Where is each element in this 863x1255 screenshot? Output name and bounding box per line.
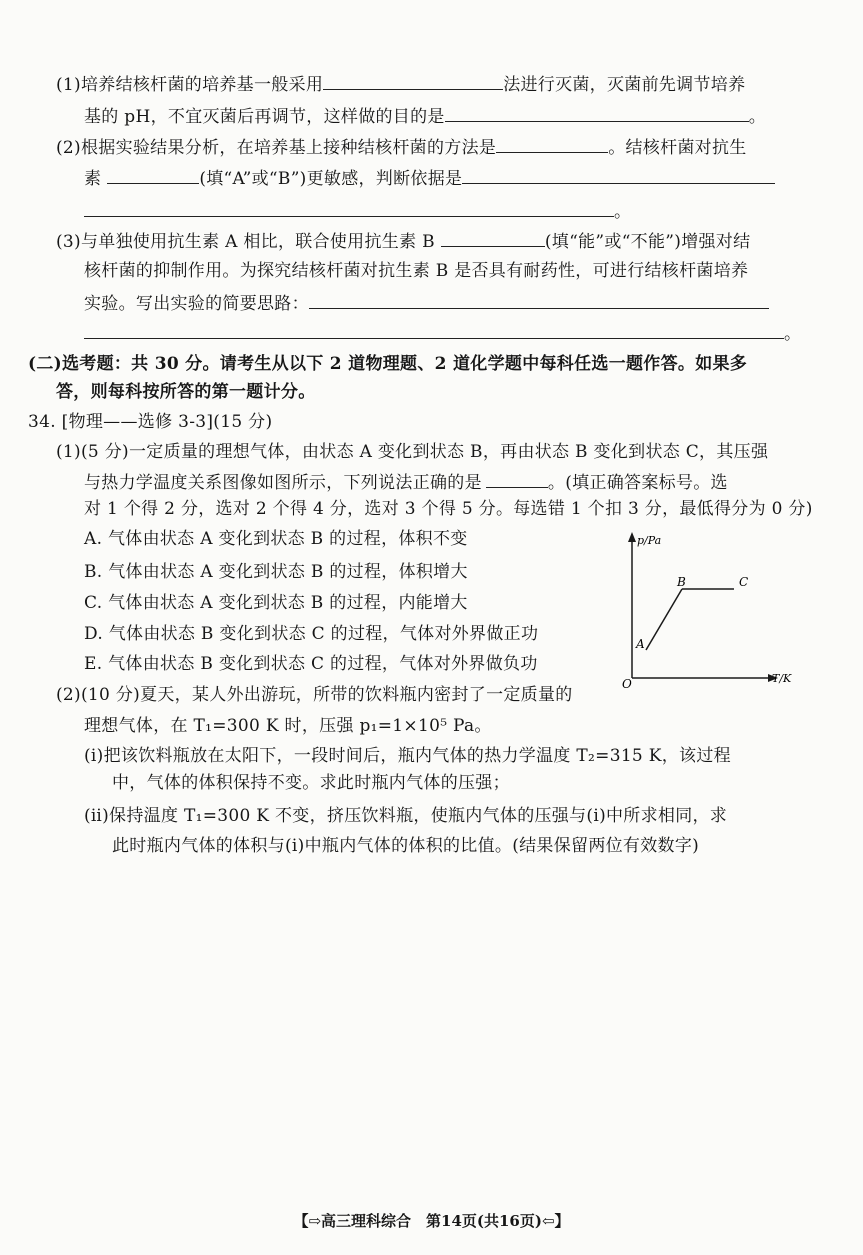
q3-line4 (84, 320, 801, 346)
q3-line1 (56, 228, 750, 254)
q2-line3 (84, 198, 631, 224)
section2-instruction-2: 答，则每科按所答的第一题计分。 (56, 382, 316, 402)
q1-line2 (84, 103, 766, 129)
q34-part2-line1: (2)(10 分)夏天，某人外出游玩，所带的饮料瓶内密封了一定质量的 (56, 685, 573, 705)
q2-line1 (56, 134, 747, 160)
q1-end-mark: 。 (748, 107, 767, 127)
q1-line1 (56, 71, 745, 97)
origin-label: O (622, 677, 632, 691)
q3-text-a: (3)与单独使用抗生素 A 相比，联合使用抗生素 B (56, 232, 435, 252)
q1-text-b: 法进行灭菌，灭菌前先调节培养 (503, 75, 746, 95)
answer-blank-8[interactable] (309, 290, 769, 309)
q3-text-b: (填“能”或“不能”)增强对结 (544, 232, 751, 252)
x-axis-label: T/K (772, 672, 792, 685)
option-e: E. 气体由状态 B 变化到状态 C 的过程，气体对外界做负功 (84, 654, 538, 674)
q3-end-mark: 。 (784, 324, 802, 344)
q2-text-d: (填“A”或“B”)更敏感，判断依据是 (199, 169, 463, 189)
option-b: B. 气体由状态 A 变化到状态 B 的过程，体积增大 (84, 562, 468, 582)
section2-instruction-1: (二)选考题：共 30 分。请考生从以下 2 道物理题、2 道化学题中每科任选一题作答。如果多 (28, 354, 748, 374)
q1-text-c: 基的 pH，不宜灭菌后再调节，这样做的目的是 (84, 107, 445, 127)
q3-line3 (84, 290, 769, 316)
q2-end-mark: 。 (614, 202, 632, 222)
answer-blank-1[interactable] (323, 71, 503, 90)
q34-sub2-line1: (ⅱ)保持温度 T₁=300 K 不变，挤压饮料瓶，使瓶内气体的压强与(ⅰ)中所求相同，求 (84, 806, 728, 826)
y-axis-arrow-icon (628, 532, 636, 542)
option-d: D. 气体由状态 B 变化到状态 C 的过程，气体对外界做正功 (84, 624, 539, 644)
q34-part1-text-b: 。(填正确答案标号。选 (547, 473, 728, 493)
p-t-graph (600, 528, 800, 693)
q34-header: 34. [物理——选修 3-3](15 分) (28, 412, 273, 432)
answer-blank-6[interactable] (84, 198, 614, 217)
q34-part1-line3: 对 1 个得 2 分，选对 2 个得 4 分，选对 3 个得 5 分。每选错 1 个扣 3 分，最低得分为 0 分) (84, 499, 813, 519)
point-b-label: B (677, 575, 686, 589)
y-axis-label: p/Pa (637, 534, 662, 547)
option-a: A. 气体由状态 A 变化到状态 B 的过程，体积不变 (84, 529, 468, 549)
point-a-label: A (636, 637, 645, 651)
q2-text-c: 素 (84, 169, 102, 189)
answer-blank-9[interactable] (84, 320, 784, 339)
q1-text-a: (1)培养结核杆菌的培养基一般采用 (56, 75, 324, 95)
q34-part1-line1: (1)(5 分)一定质量的理想气体，由状态 A 变化到状态 B，再由状态 B 变化到状态 C，其压强 (56, 442, 769, 462)
line-a-to-b (646, 589, 682, 650)
q2-text-b: 。结核杆菌对抗生 (608, 138, 747, 158)
q2-line2 (84, 165, 775, 191)
answer-blank-3[interactable] (496, 134, 608, 153)
q34-sub1-line1: (ⅰ)把该饮料瓶放在太阳下，一段时间后，瓶内气体的热力学温度 T₂=315 K，该过程 (84, 746, 731, 766)
q2-text-a: (2)根据实验结果分析，在培养基上接种结核杆菌的方法是 (56, 138, 497, 158)
answer-blank-10[interactable] (486, 469, 548, 488)
answer-blank-4[interactable] (107, 165, 199, 184)
q34-part2-line2: 理想气体，在 T₁=300 K 时，压强 p₁=1×10⁵ Pa。 (84, 716, 492, 736)
point-c-label: C (739, 575, 749, 589)
q3-line2: 核杆菌的抑制作用。为探究结核杆菌对抗生素 B 是否具有耐药性，可进行结核杆菌培养 (84, 261, 749, 281)
q3-text-c: 实验。写出实验的简要思路： (84, 294, 309, 314)
q34-sub2-line2: 此时瓶内气体的体积与(ⅰ)中瓶内气体的体积的比值。(结果保留两位有效数字) (112, 836, 700, 856)
answer-blank-7[interactable] (441, 228, 545, 247)
answer-blank-2[interactable] (445, 103, 749, 122)
option-c: C. 气体由状态 A 变化到状态 B 的过程，内能增大 (84, 593, 468, 613)
page-footer: 【⇨高三理科综合 第14页(共16页)⇦】 (293, 1212, 570, 1230)
answer-blank-5[interactable] (462, 165, 775, 184)
q34-part1-text-a: 与热力学温度关系图像如图所示，下列说法正确的是 (84, 473, 482, 493)
q34-sub1-line2: 中，气体的体积保持不变。求此时瓶内气体的压强； (112, 773, 510, 793)
q34-part1-line2 (84, 469, 728, 495)
